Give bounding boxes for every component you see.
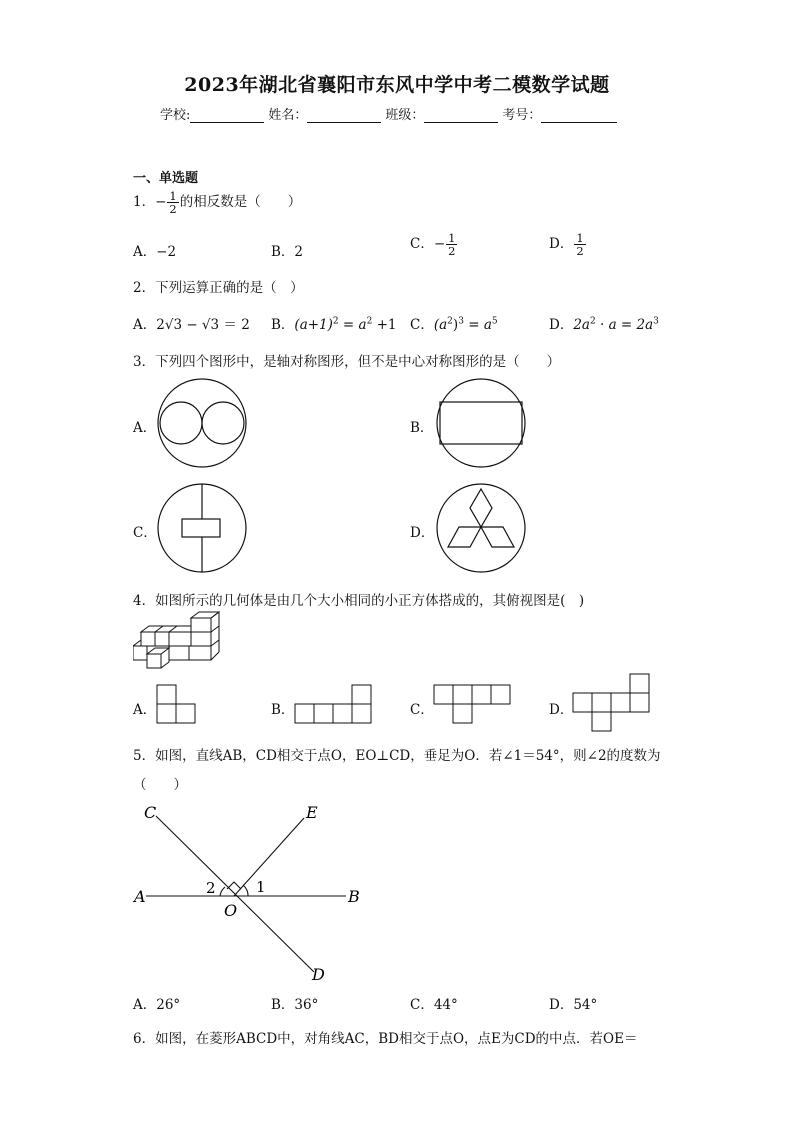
student-info-row	[160, 104, 621, 123]
question-3: 3．下列四个图形中，是轴对称图形，但不是中心对称图形的是（ ）	[133, 354, 561, 370]
question-1: 1．− $\frac{1}{2}$ 的相反数是（ ）	[133, 189, 302, 217]
label-e: E	[306, 803, 318, 822]
q5-option-b: B．36°	[271, 997, 319, 1013]
label-angle-1: 1	[256, 878, 266, 896]
label-d: D	[312, 965, 325, 984]
school-blank	[190, 108, 264, 123]
q4-option-b-label: B．	[271, 702, 295, 718]
q4-figure-c	[433, 684, 513, 724]
q5-option-a: A．26°	[133, 997, 181, 1013]
q4-figure-a	[156, 684, 198, 724]
q4-figure-b	[294, 684, 374, 724]
q4-option-d-label: D．	[549, 702, 574, 718]
q3-figure-c	[155, 481, 249, 575]
name-blank	[307, 108, 381, 123]
id-blank	[541, 108, 617, 123]
question-4: 4．如图所示的几何体是由几个大小相同的小正方体搭成的，其俯视图是( )	[133, 593, 585, 609]
fraction: $\frac{1}{2}$	[169, 189, 177, 217]
q1-option-b: B．2	[271, 244, 304, 260]
label-b: B	[348, 887, 360, 906]
q4-figure-d	[572, 673, 652, 733]
q1-option-d: D． $\frac{1}{2}$	[549, 231, 584, 259]
q3-figure-b	[434, 376, 528, 470]
q2-option-d: D．$2a^2 \cdot a = 2a^3$	[549, 316, 659, 333]
q2-option-b: B．$(a+1)^2 = a^2 +1$	[271, 316, 397, 333]
q4-option-c-label: C．	[410, 702, 434, 718]
question-5: 5．如图，直线AB，CD相交于点O，EO⊥CD，垂足为O．若∠1＝54°，则∠2的度数为	[133, 748, 661, 764]
label-angle-2: 2	[206, 879, 216, 897]
question-5-paren: （ ）	[133, 777, 187, 793]
exam-title: 2023年湖北省襄阳市东风中学中考二模数学试题	[184, 74, 610, 96]
q3-figure-a	[155, 376, 249, 470]
label-o: O	[224, 901, 238, 920]
q5-angle-figure	[130, 798, 370, 988]
class-blank	[424, 108, 498, 123]
name-label: 姓名：	[268, 108, 308, 123]
label-a: A	[134, 887, 146, 906]
q3-option-b-label: B．	[410, 420, 434, 436]
q4-option-a-label: A．	[133, 702, 157, 718]
q1-option-a: A．−2	[133, 244, 177, 260]
question-2: 2．下列运算正确的是（ ）	[133, 280, 304, 296]
label-c: C	[144, 803, 157, 822]
q3-figure-d	[434, 481, 528, 575]
q1-option-c: C．− $\frac{1}{2}$	[410, 231, 456, 259]
section-title: 一、单选题	[133, 171, 199, 186]
q2-option-c: C．$(a^2)^3 = a^5$	[410, 316, 498, 333]
q2-option-a: A．2√3 − √3 ＝ 2	[133, 317, 250, 333]
q4-solid-figure	[133, 610, 223, 670]
id-label: 考号：	[502, 108, 542, 123]
q5-option-d: D．54°	[549, 997, 598, 1013]
question-6: 6．如图，在菱形ABCD中，对角线AC，BD相交于点O，点E为CD的中点．若OE＝	[133, 1031, 638, 1047]
q3-option-d-label: D．	[410, 525, 435, 541]
q3-option-a-label: A．	[133, 420, 157, 436]
q5-option-c: C．44°	[410, 997, 458, 1013]
q3-option-c-label: C．	[133, 525, 157, 541]
school-label: 学校:	[160, 108, 191, 123]
class-label: 班级：	[385, 108, 425, 123]
